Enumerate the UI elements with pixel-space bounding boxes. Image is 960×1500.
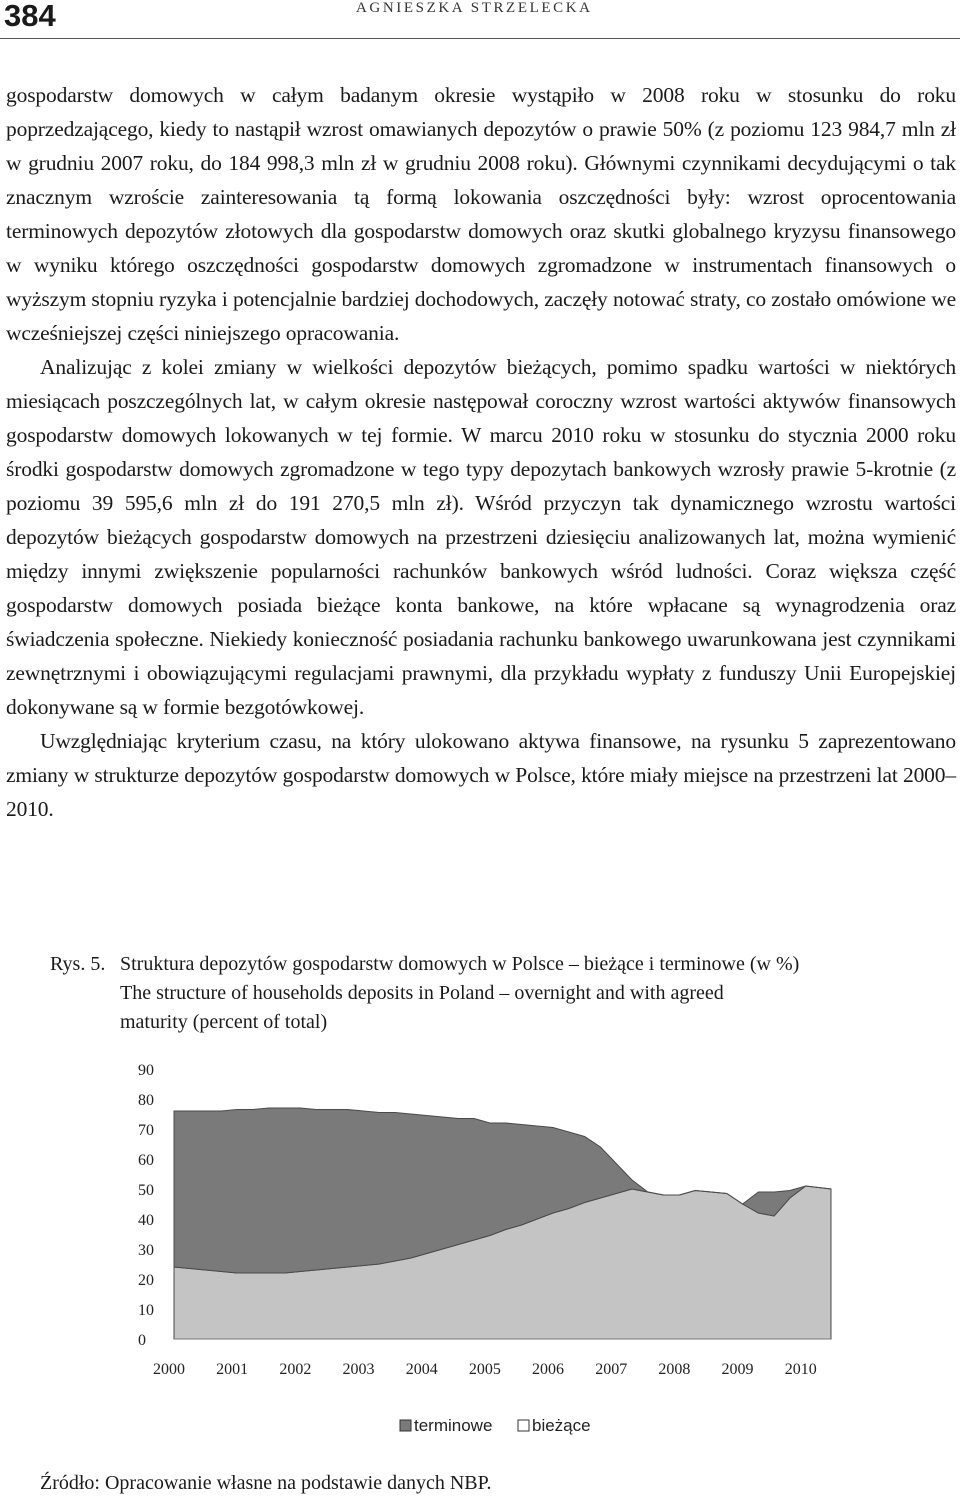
x-tick-label: 2001 [216, 1361, 249, 1378]
y-tick-label: 40 [138, 1212, 154, 1229]
figure-title-en-2: maturity (percent of total) [120, 1011, 328, 1033]
plot-areas [174, 1108, 831, 1339]
x-tick-label: 2005 [468, 1361, 501, 1378]
x-tick-label: 2003 [342, 1361, 375, 1378]
running-head: AGNIESZKA STRZELECKA [356, 0, 593, 16]
y-tick-label: 20 [138, 1272, 154, 1289]
figure-label: Rys. 5. [50, 953, 106, 975]
figure-caption [50, 950, 955, 1037]
x-tick-label: 2002 [279, 1361, 312, 1378]
page-number: 384 [4, 0, 56, 33]
figure-source: Źródło: Opracowanie własne na podstawie danych NBP. [40, 1472, 492, 1494]
paragraph-3: Uwzględniając kryterium czasu, na który ulokowano aktywa finansowe, na rysunku 5 zaprezentowano zmiany w strukturze depozytów gospodarstw domowych w Polsce, które miały miejsce na przestrzeni lat 2000–2010. [6, 729, 956, 821]
figure-title-pl: Struktura depozytów gospodarstw domowych w Polsce – bieżące i terminowe (w %) [120, 953, 800, 975]
x-tick-label: 2000 [153, 1361, 185, 1378]
y-tick-label: 50 [138, 1182, 154, 1199]
legend-swatch-terminowe [400, 1420, 411, 1431]
deposits-structure-chart [120, 1052, 840, 1452]
page-header [0, 0, 960, 39]
x-axis-labels [153, 1361, 817, 1378]
x-tick-label: 2007 [595, 1361, 628, 1378]
y-axis-labels [138, 1062, 154, 1349]
paragraph-2: Analizując z kolei zmiany w wielkości depozytów bieżących, pomimo spadku wartości w niektórych miesiącach poszczególnych lat, w całym okresie następował coroczny wzrost wartości aktywów finansowych gospodarstw domowych lokowanych w tej formie. W marcu 2010 roku w stosunku do stycznia 2000 roku środki gospodarstw domowych zgromadzone w tego typy depozytach bankowych wzrosły prawie 5-krotnie (z poziomu 39 595,6 mln zł do 191 270,5 mln zł). Wśród przyczyn tak dynamicznego wzrostu wartości depozytów bieżących gospodarstw domowych na przestrzeni dziesięciu analizowanych lat, można wymienić między innymi zwiększenie popularności rachunków bankowych wśród ludności. Coraz większa część gospodarstw domowych posiada bieżące konta bankowe, na które wpłacane są wynagrodzenia oraz świadczenia społeczne. Niekiedy konieczność posiadania rachunku bankowego uwarunkowana jest czynnikami zewnętrznymi i obowiązującymi regulacjami prawnymi, dla przykładu wypłaty z funduszy Unii Europejskiej dokonywane są w formie bezgotówkowej. [6, 355, 956, 719]
y-tick-label: 0 [138, 1332, 146, 1349]
x-tick-label: 2006 [532, 1361, 565, 1378]
x-tick-label: 2009 [721, 1361, 754, 1378]
body-text [6, 78, 956, 826]
y-tick-label: 80 [138, 1092, 154, 1109]
x-tick-label: 2008 [658, 1361, 691, 1378]
paragraph-1: gospodarstw domowych w całym badanym okresie wystąpiło w 2008 roku w stosunku do roku poprzedzającego, kiedy to nastąpił wzrost omawianych depozytów o prawie 50% (z poziomu 123 984,7 mln zł w grudniu 2007 roku, do 184 998,3 mln zł w grudniu 2008 roku). Głównymi czynnikami decydującymi o tak znacznym wzroście zainteresowania tą formą lokowania oszczędności były: wzrost oprocentowania terminowych depozytów złotowych dla gospodarstw domowych oraz skutki globalnego kryzysu finansowego w wyniku którego oszczędności gospodarstw domowych zgromadzone w instrumentach finansowych o wyższym stopniu ryzyka i potencjalnie bardziej dochodowych, zaczęły notować straty, co zostało omówione we wcześniejszej części niniejszego opracowania. [6, 83, 956, 345]
legend-label-biezace: bieżące [532, 1416, 591, 1435]
figure-title-en-1: The structure of households deposits in Poland – overnight and with agreed [120, 982, 724, 1004]
y-tick-label: 60 [138, 1152, 154, 1169]
x-tick-label: 2004 [405, 1361, 438, 1378]
x-tick-label: 2010 [784, 1361, 817, 1378]
legend-swatch-biezace [518, 1420, 529, 1431]
y-tick-label: 10 [138, 1302, 154, 1319]
y-tick-label: 30 [138, 1242, 154, 1259]
y-tick-label: 90 [138, 1062, 154, 1079]
legend-label-terminowe: terminowe [414, 1416, 493, 1435]
chart-legend [400, 1416, 591, 1435]
y-tick-label: 70 [138, 1122, 154, 1139]
